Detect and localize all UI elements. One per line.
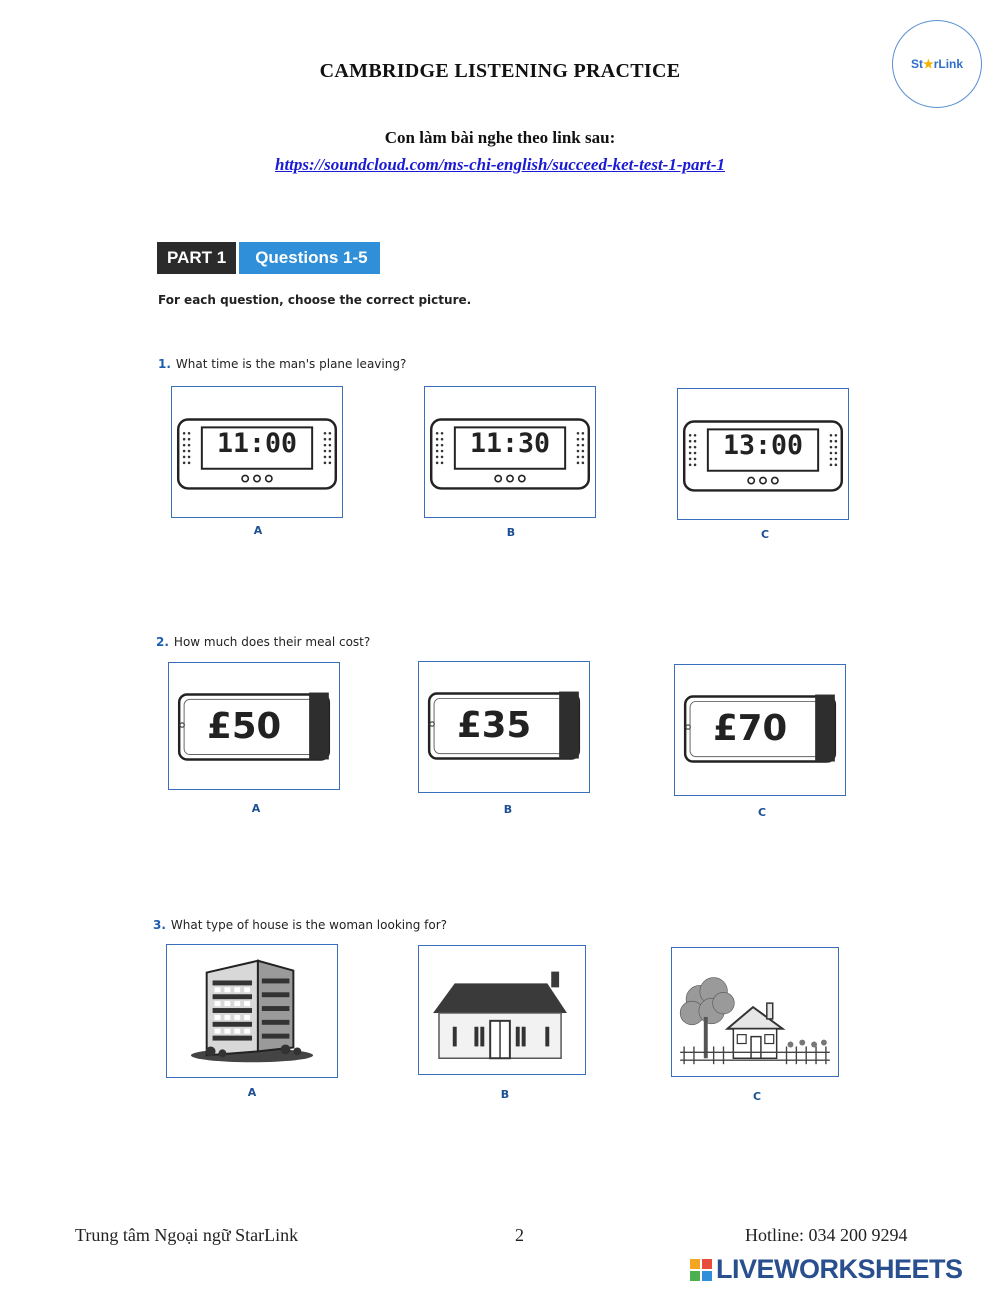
q2-option-b-price-tag[interactable] <box>418 661 590 793</box>
question-number: 1. <box>158 357 171 371</box>
price-tag-icon <box>675 665 845 795</box>
clock-time: 13:00 <box>722 430 804 461</box>
option-letter: B <box>506 526 516 539</box>
digital-clock-icon <box>425 387 595 517</box>
page-number: 2 <box>515 1225 524 1245</box>
cottage-with-garden-icon <box>672 948 838 1076</box>
q2-option-c-price-tag[interactable] <box>674 664 846 796</box>
option-letter: A <box>253 524 263 537</box>
clock-time: 11:00 <box>216 428 298 459</box>
price-tag-icon <box>419 662 589 792</box>
liveworksheets-logo <box>690 1254 963 1285</box>
price-tag-icon <box>169 663 339 789</box>
directions-text: For each question, choose the correct picture. <box>158 293 472 307</box>
questions-range-label: Questions 1-5 <box>239 242 379 274</box>
question-1 <box>158 357 406 371</box>
clock-time: 11:30 <box>469 428 551 459</box>
liveworksheets-brand: LIVEWORKSHEETS <box>716 1254 963 1284</box>
option-letter: C <box>752 1090 762 1103</box>
q1-option-b-clock[interactable] <box>424 386 596 518</box>
star-icon: ★ <box>922 57 934 71</box>
question-text: What time is the man's plane leaving? <box>175 357 407 371</box>
option-letter: A <box>247 1086 257 1099</box>
question-2 <box>156 635 370 649</box>
soundcloud-link[interactable]: https://soundcloud.com/ms-chi-english/succeed-ket-test-1-part-1 <box>274 155 725 174</box>
footer-hotline: Hotline: 034 200 9294 <box>745 1225 908 1245</box>
question-text: What type of house is the woman looking for? <box>170 918 448 932</box>
apartment-building-icon <box>167 945 337 1077</box>
single-storey-house-icon <box>419 946 585 1074</box>
price-amount: £50 <box>207 705 282 747</box>
starlink-logo <box>892 20 982 108</box>
option-letter: B <box>503 803 513 816</box>
option-letter: A <box>251 802 261 815</box>
question-number: 3. <box>153 918 166 932</box>
part-label: PART 1 <box>157 242 236 274</box>
option-letter: C <box>757 806 767 819</box>
price-amount: £35 <box>457 704 532 746</box>
logo-text-end: rLink <box>933 57 964 71</box>
listening-instruction: Con làm bài nghe theo link sau: <box>384 128 616 147</box>
q3-option-a-house[interactable] <box>166 944 338 1078</box>
price-amount: £70 <box>713 707 788 749</box>
option-letter: B <box>500 1088 510 1101</box>
logo-text-start: St <box>910 57 923 71</box>
part-banner <box>157 242 380 274</box>
q1-option-a-clock[interactable] <box>171 386 343 518</box>
liveworksheets-blocks-icon <box>690 1259 712 1281</box>
q1-option-c-clock[interactable] <box>677 388 849 520</box>
question-3 <box>153 918 447 932</box>
q2-option-a-price-tag[interactable] <box>168 662 340 790</box>
page-title: CAMBRIDGE LISTENING PRACTICE <box>319 60 681 82</box>
question-text: How much does their meal cost? <box>173 635 371 649</box>
q3-option-c-house[interactable] <box>671 947 839 1077</box>
footer-center-name: Trung tâm Ngoại ngữ StarLink <box>75 1225 299 1245</box>
option-letter: C <box>760 528 770 541</box>
q3-option-b-house[interactable] <box>418 945 586 1075</box>
question-number: 2. <box>156 635 169 649</box>
digital-clock-icon <box>172 387 342 517</box>
digital-clock-icon <box>678 389 848 519</box>
